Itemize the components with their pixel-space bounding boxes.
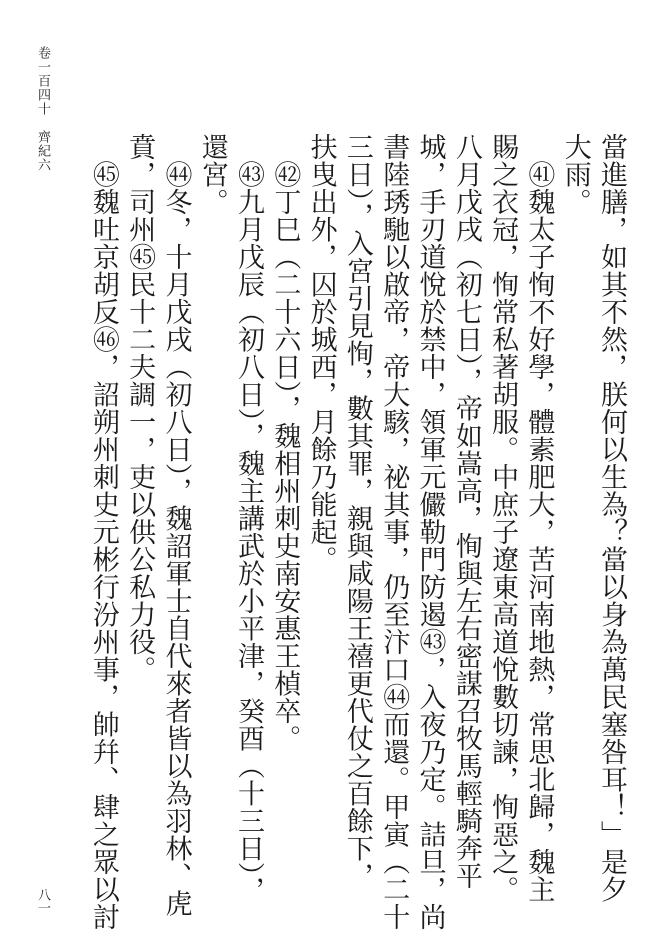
text-column: 當進膳，如其不然，朕何以生為？當以身為萬民塞咎耳！」是夕 — [596, 133, 627, 903]
page-number: 八一 — [35, 888, 50, 914]
text-column: 八月戊戌（初七日），帝如嵩高，恂與左右密謀召牧馬輕騎奔平 — [450, 133, 482, 890]
text-column: ㊶魏太子恂不好學，體素肥大，苦河南地熱，常思北歸，魏主 — [523, 133, 555, 903]
text-column: ㊸九月戊辰（初八日），魏主講武於小平津，癸酉（十三日）， — [233, 133, 265, 904]
main-text — [85, 133, 629, 931]
text-column: 大雨。 — [559, 133, 591, 216]
text-column: ㊷丁巳（二十六日），魏相州刺史南安惠王楨卒。 — [269, 133, 301, 752]
text-column: 賜之衣冠，恂常私著胡服。中庶子遼東高道悅數切諫，恂惡之。 — [487, 133, 519, 903]
text-column: ㊹冬，十月戊戌（初八日），魏詔軍士自代來者皆以為羽林、虎 — [160, 133, 192, 917]
text-column: ㊺魏吐京胡反㊻，詔朔州刺史元彬行汾州事，帥幷、肆之眾以討 — [87, 133, 119, 931]
text-column: 扶曳出外，囚於城西，月餘乃能起。 — [305, 133, 337, 573]
text-column: 書陸琇馳以啟帝，帝大駭，祕其事，仍至汴口㊹而還。甲寅（二十 — [378, 133, 410, 931]
text-column: 城，手刃道悅於禁中，領軍元儼勒門防遏㊸，入夜乃定。詰旦，尚 — [414, 133, 446, 931]
text-column: 賁，司州㊺民十二夫調一，吏以供公私力役。 — [124, 133, 156, 683]
text-column: 還宮。 — [196, 133, 228, 216]
text-column: 三日），入宮引見恂，數其罪，親與咸陽王禧更代仗之百餘下， — [341, 133, 373, 890]
running-header: 卷一百四十 齊紀六 — [35, 46, 50, 172]
